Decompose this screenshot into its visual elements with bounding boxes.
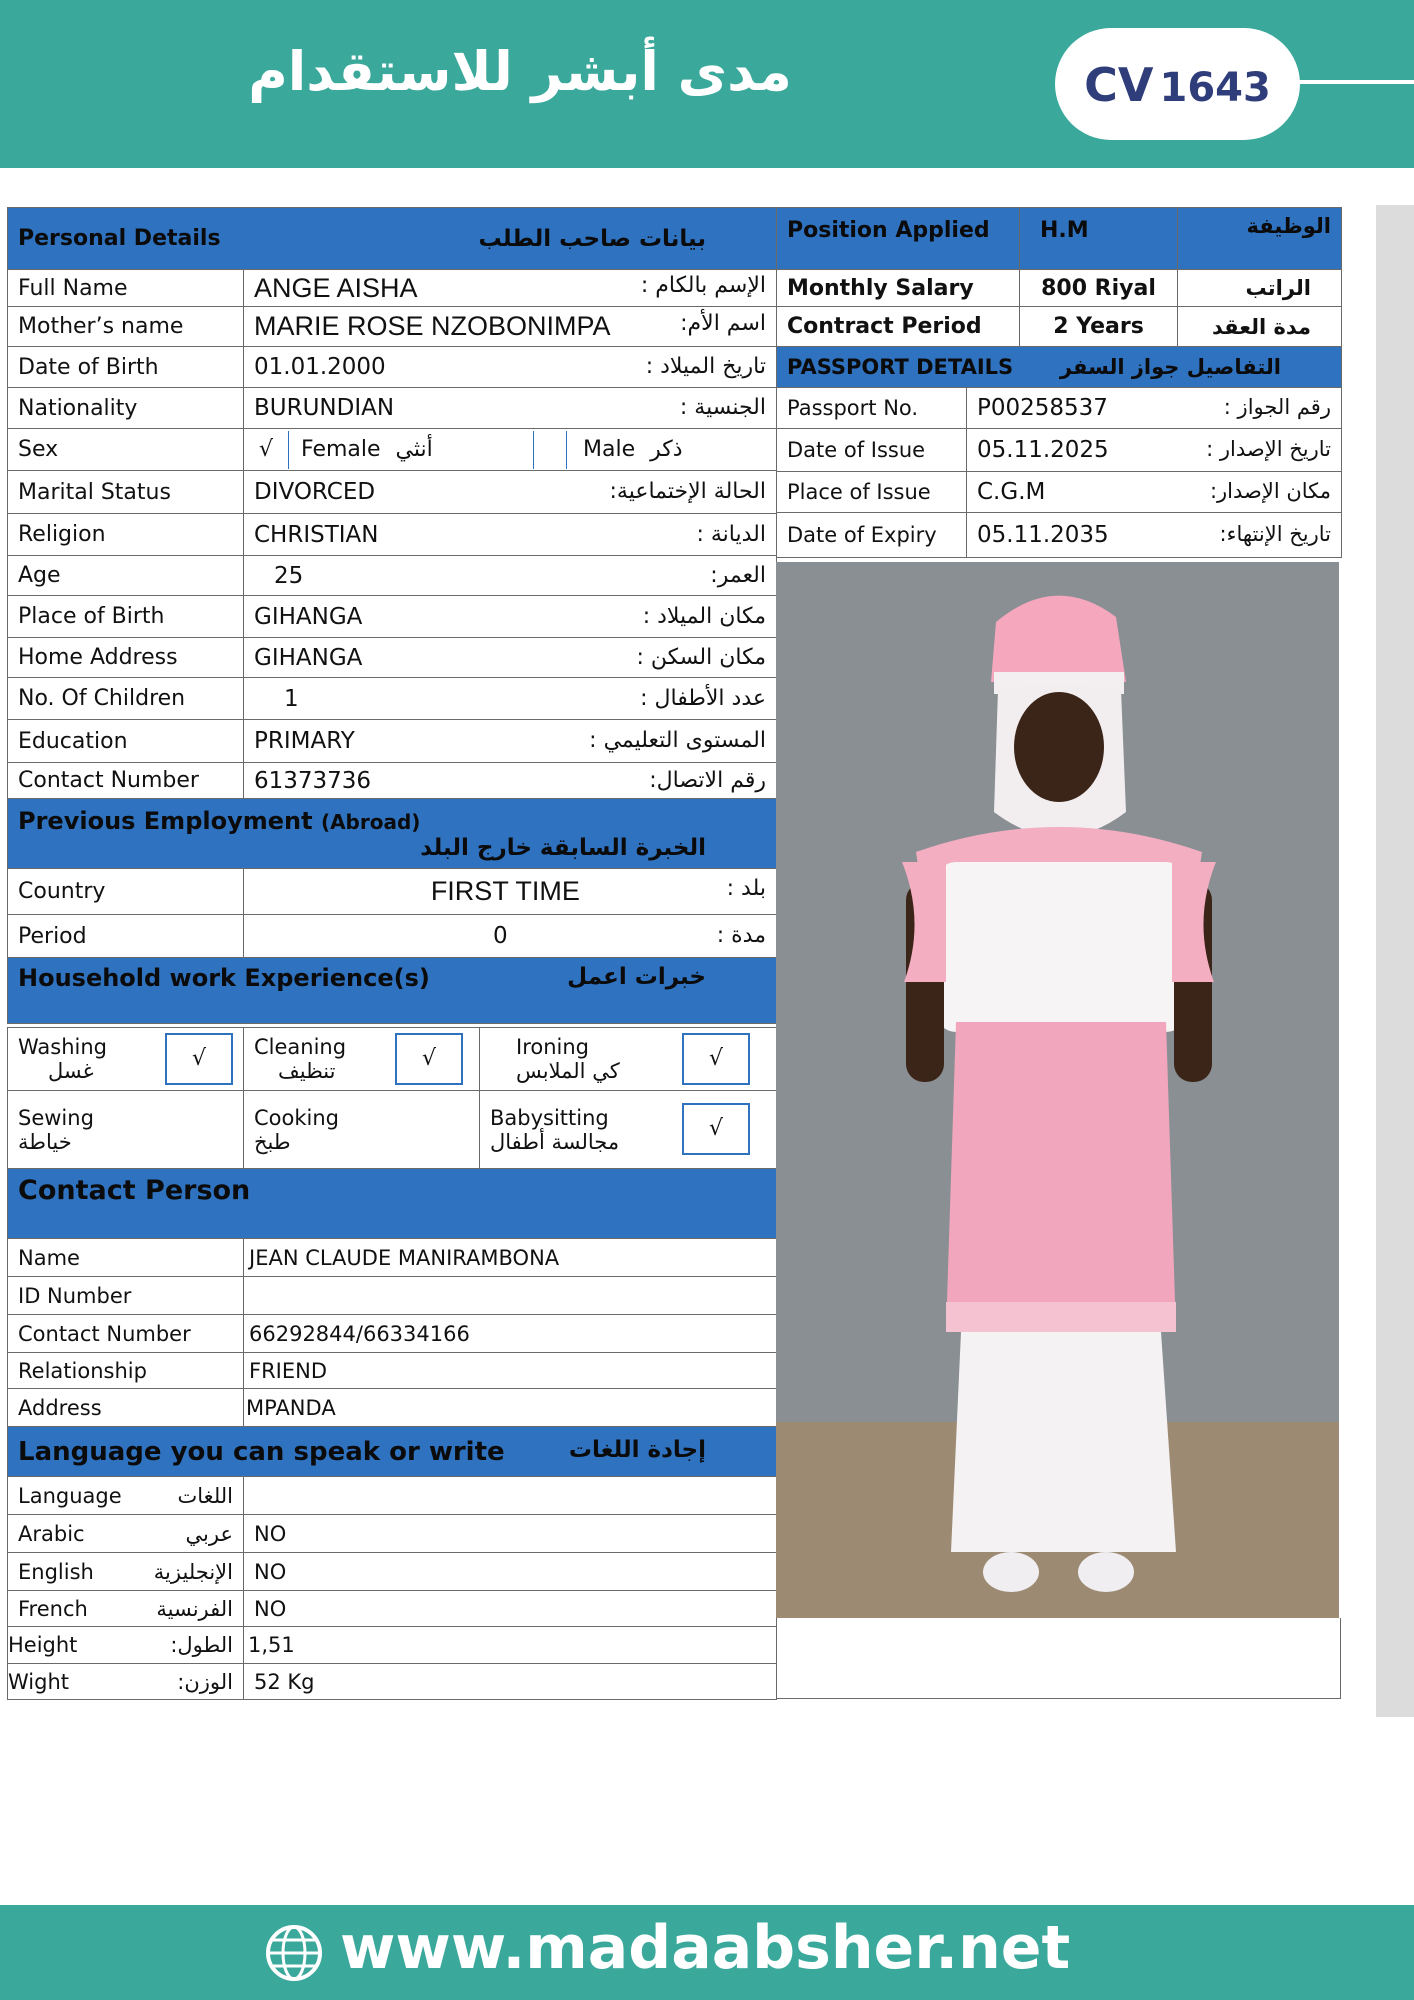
- contact-language-table: [7, 1168, 777, 1700]
- skill-cleaning-check[interactable]: √: [395, 1033, 463, 1085]
- label-dob-ar: تاريخ الميلاد :: [645, 354, 766, 379]
- expiry-date-label-ar: تاريخ الإنتهاء:: [1219, 522, 1331, 546]
- salary-label-ar: الراتب: [1178, 270, 1342, 307]
- label-age-ar: العمر:: [710, 562, 766, 588]
- cv-prefix: CV: [1084, 58, 1154, 112]
- label-period-ar: مدة :: [716, 923, 766, 948]
- position-table: [776, 207, 1342, 347]
- skill-ironing-check[interactable]: √: [682, 1033, 750, 1085]
- passport-no-label-ar: رقم الجواز :: [1223, 395, 1331, 419]
- personal-details-table: [7, 207, 777, 1024]
- skill-washing-check[interactable]: √: [165, 1033, 233, 1085]
- salary-value: 800 Riyal: [1020, 270, 1178, 307]
- weight-value: 52 Kg: [244, 1664, 777, 1700]
- household-title-ar: خبرات اعمل: [567, 964, 706, 990]
- label-contact-number: Contact Number: [8, 763, 244, 799]
- value-age: 25: [274, 562, 304, 589]
- skill-babysitting-en: Babysitting: [490, 1105, 609, 1130]
- value-religion: CHRISTIAN: [254, 521, 379, 548]
- skill-babysitting: [480, 1091, 777, 1169]
- label-dob: Date of Birth: [8, 347, 244, 388]
- row-marital: [8, 471, 777, 514]
- passport-table: [776, 346, 1342, 558]
- female-label-ar: أنثي: [395, 436, 433, 462]
- skill-sewing-ar: خياطة: [18, 1129, 72, 1154]
- skill-cooking-en: Cooking: [254, 1105, 339, 1130]
- label-place-of-birth-ar: مكان الميلاد :: [642, 603, 766, 629]
- language-title-ar: إجادة اللغات: [568, 1436, 707, 1463]
- weight-label: Wight: [8, 1669, 70, 1694]
- label-age: Age: [8, 556, 244, 596]
- contact-name-label: Name: [8, 1239, 244, 1277]
- passport-title-en: PASSPORT DETAILS: [787, 355, 1014, 379]
- company-name: مدى أبشر للاستقدام: [248, 40, 792, 103]
- arabic-label: Arabic: [18, 1521, 85, 1546]
- candidate-photo: [776, 562, 1339, 1618]
- label-period: Period: [8, 915, 244, 958]
- skill-sewing: [8, 1091, 244, 1169]
- skill-cooking-ar: طبخ: [254, 1129, 291, 1154]
- passport-no-value: P00258537: [977, 395, 1108, 421]
- label-mother-name-ar: اسم الأم:: [680, 311, 766, 336]
- height-label: Height: [8, 1633, 78, 1657]
- weight-label-ar: الوزن:: [177, 1669, 233, 1694]
- contract-value: 2 Years: [1020, 307, 1178, 347]
- issue-place-value: C.G.M: [977, 479, 1046, 505]
- row-nationality: [8, 388, 777, 429]
- previous-employment-header: [8, 799, 777, 869]
- issue-date-label: Date of Issue: [777, 429, 967, 472]
- skill-ironing-ar: كي الملابس: [516, 1059, 620, 1083]
- issue-date-value: 05.11.2025: [977, 437, 1109, 463]
- value-dob: 01.01.2000: [254, 354, 386, 380]
- french-value: NO: [244, 1591, 777, 1627]
- passport-no-label: Passport No.: [777, 388, 967, 429]
- label-full-name: Full Name: [8, 270, 244, 307]
- row-full-name: [8, 270, 777, 307]
- skill-cooking: [244, 1091, 480, 1169]
- contact-person-header: Contact Person: [8, 1169, 777, 1239]
- english-label-ar: الإنجليزية: [153, 1559, 233, 1584]
- skill-washing-en: Washing: [18, 1035, 108, 1059]
- row-age: [8, 556, 777, 596]
- header-line: [1290, 80, 1414, 84]
- label-full-name-ar: الإسم بالكام :: [640, 272, 766, 298]
- photo-footer-box: [776, 1618, 1341, 1699]
- personal-details-header: [8, 208, 777, 270]
- contact-address-value: MPANDA: [244, 1389, 777, 1427]
- contact-relationship-label: Relationship: [8, 1353, 244, 1389]
- value-nationality: BURUNDIAN: [254, 395, 395, 421]
- cv-badge: [1055, 28, 1300, 140]
- value-home-address: GIHANGA: [254, 644, 363, 671]
- height-label-ar: الطول:: [170, 1633, 233, 1657]
- household-grid: [7, 1027, 777, 1169]
- contact-address-label: Address: [8, 1389, 244, 1427]
- previous-title-note: (Abroad): [320, 810, 421, 834]
- label-education: Education: [8, 720, 244, 763]
- skill-cleaning-ar: تنظيف: [278, 1059, 336, 1083]
- skill-cleaning: [244, 1028, 480, 1091]
- row-religion: [8, 514, 777, 556]
- row-home-address: [8, 638, 777, 678]
- skill-ironing: [480, 1028, 777, 1091]
- personal-title-ar: بيانات صاحب الطلب: [478, 225, 706, 252]
- language-header: [8, 1427, 777, 1477]
- label-children: No. Of Children: [8, 678, 244, 720]
- expiry-date-value: 05.11.2035: [977, 522, 1109, 548]
- contract-label: Contract Period: [777, 307, 1020, 347]
- label-country: Country: [8, 869, 244, 915]
- female-label: Female: [301, 436, 381, 462]
- value-mother-name: MARIE ROSE NZOBONIMPA: [254, 311, 611, 341]
- value-country: FIRST TIME: [430, 876, 580, 906]
- arabic-value: NO: [244, 1515, 777, 1553]
- issue-date-label-ar: تاريخ الإصدار :: [1206, 437, 1331, 461]
- value-children: 1: [284, 685, 299, 712]
- label-home-address-ar: مكان السكن :: [636, 644, 766, 670]
- previous-title-ar: الخبرة السابقة خارج البلد: [420, 835, 706, 861]
- male-checkbox[interactable]: [534, 431, 567, 469]
- row-children: [8, 678, 777, 720]
- contact-phone-value: 66292844/66334166: [244, 1315, 777, 1353]
- skill-ironing-en: Ironing: [516, 1035, 589, 1059]
- page-header: [0, 0, 1414, 168]
- position-label: Position Applied: [777, 208, 1020, 270]
- height-value: 1,51: [244, 1627, 777, 1664]
- salary-label: Monthly Salary: [777, 270, 1020, 307]
- household-header: [8, 958, 777, 1024]
- label-sex: Sex: [8, 429, 244, 471]
- row-contact-number: [8, 763, 777, 799]
- label-home-address: Home Address: [8, 638, 244, 678]
- language-label-ar: اللغات: [177, 1483, 233, 1508]
- language-title-en: Language you can speak or write: [18, 1436, 505, 1467]
- english-value: NO: [244, 1553, 777, 1591]
- skill-cleaning-en: Cleaning: [254, 1035, 347, 1059]
- label-country-ar: بلد :: [726, 876, 766, 901]
- cv-number: 1643: [1159, 65, 1271, 111]
- english-label: English: [18, 1559, 94, 1584]
- contact-phone-label: Contact Number: [8, 1315, 244, 1353]
- row-sex: [8, 429, 777, 471]
- contact-id-value: [244, 1277, 777, 1315]
- label-marital-ar: الحالة الإختماعية:: [609, 479, 766, 504]
- skill-babysitting-ar: مجالسة أطفال: [490, 1129, 620, 1154]
- label-religion-ar: الديانة :: [696, 521, 766, 547]
- personal-title-en: Personal Details: [18, 225, 221, 251]
- label-marital: Marital Status: [8, 471, 244, 514]
- contract-label-ar: مدة العقد: [1178, 307, 1342, 347]
- label-education-ar: المستوى التعليمي :: [589, 728, 766, 753]
- label-place-of-birth: Place of Birth: [8, 596, 244, 638]
- value-marital: DIVORCED: [254, 479, 376, 505]
- male-label-ar: ذكر: [650, 436, 683, 462]
- value-period: 0: [493, 923, 508, 949]
- french-label-ar: الفرنسية: [156, 1596, 233, 1621]
- household-title-en: Household work Experience(s): [18, 964, 430, 992]
- page-footer: [0, 1905, 1414, 2000]
- issue-place-label: Place of Issue: [777, 472, 967, 513]
- website-url[interactable]: www.madaabsher.net: [340, 1913, 1071, 1983]
- row-country: [8, 869, 777, 915]
- label-nationality: Nationality: [8, 388, 244, 429]
- label-contact-number-ar: رقم الاتصال:: [649, 767, 766, 793]
- french-label: French: [18, 1596, 88, 1621]
- label-religion: Religion: [8, 514, 244, 556]
- value-place-of-birth: GIHANGA: [254, 603, 363, 630]
- passport-header: [777, 347, 1342, 388]
- row-place-of-birth: [8, 596, 777, 638]
- row-dob: [8, 347, 777, 388]
- passport-title-ar: التفاصيل جواز السفر: [1059, 355, 1281, 379]
- expiry-date-label: Date of Expiry: [777, 513, 967, 558]
- skill-sewing-en: Sewing: [18, 1105, 94, 1130]
- globe-icon: [264, 1923, 324, 1983]
- male-label: Male: [583, 436, 636, 462]
- position-label-ar: الوظيفة: [1178, 208, 1342, 270]
- contact-name-value: JEAN CLAUDE MANIRAMBONA: [244, 1239, 777, 1277]
- female-checkbox[interactable]: √: [244, 431, 289, 469]
- row-education: [8, 720, 777, 763]
- value-contact-number: 61373736: [254, 767, 372, 794]
- value-education: PRIMARY: [254, 728, 355, 754]
- label-children-ar: عدد الأطفال :: [640, 685, 766, 711]
- skill-washing-ar: غسل: [48, 1059, 94, 1083]
- skill-washing: [8, 1028, 244, 1091]
- contact-id-label: ID Number: [8, 1277, 244, 1315]
- position-value: H.M: [1020, 208, 1178, 270]
- side-bar: [1376, 205, 1414, 1717]
- language-label: Language: [18, 1483, 122, 1508]
- skill-babysitting-check[interactable]: √: [682, 1103, 750, 1155]
- candidate-figure: [776, 562, 1339, 1618]
- previous-title-en: Previous Employment: [18, 807, 313, 835]
- row-period: [8, 915, 777, 958]
- contact-relationship-value: FRIEND: [244, 1353, 777, 1389]
- row-mother-name: [8, 307, 777, 347]
- label-nationality-ar: الجنسية :: [679, 395, 766, 420]
- value-full-name: ANGE AISHA: [254, 272, 418, 303]
- label-mother-name: Mother’s name: [8, 307, 244, 347]
- issue-place-label-ar: مكان الإصدار:: [1209, 479, 1331, 503]
- arabic-label-ar: عربي: [185, 1521, 233, 1546]
- language-value: [244, 1477, 777, 1515]
